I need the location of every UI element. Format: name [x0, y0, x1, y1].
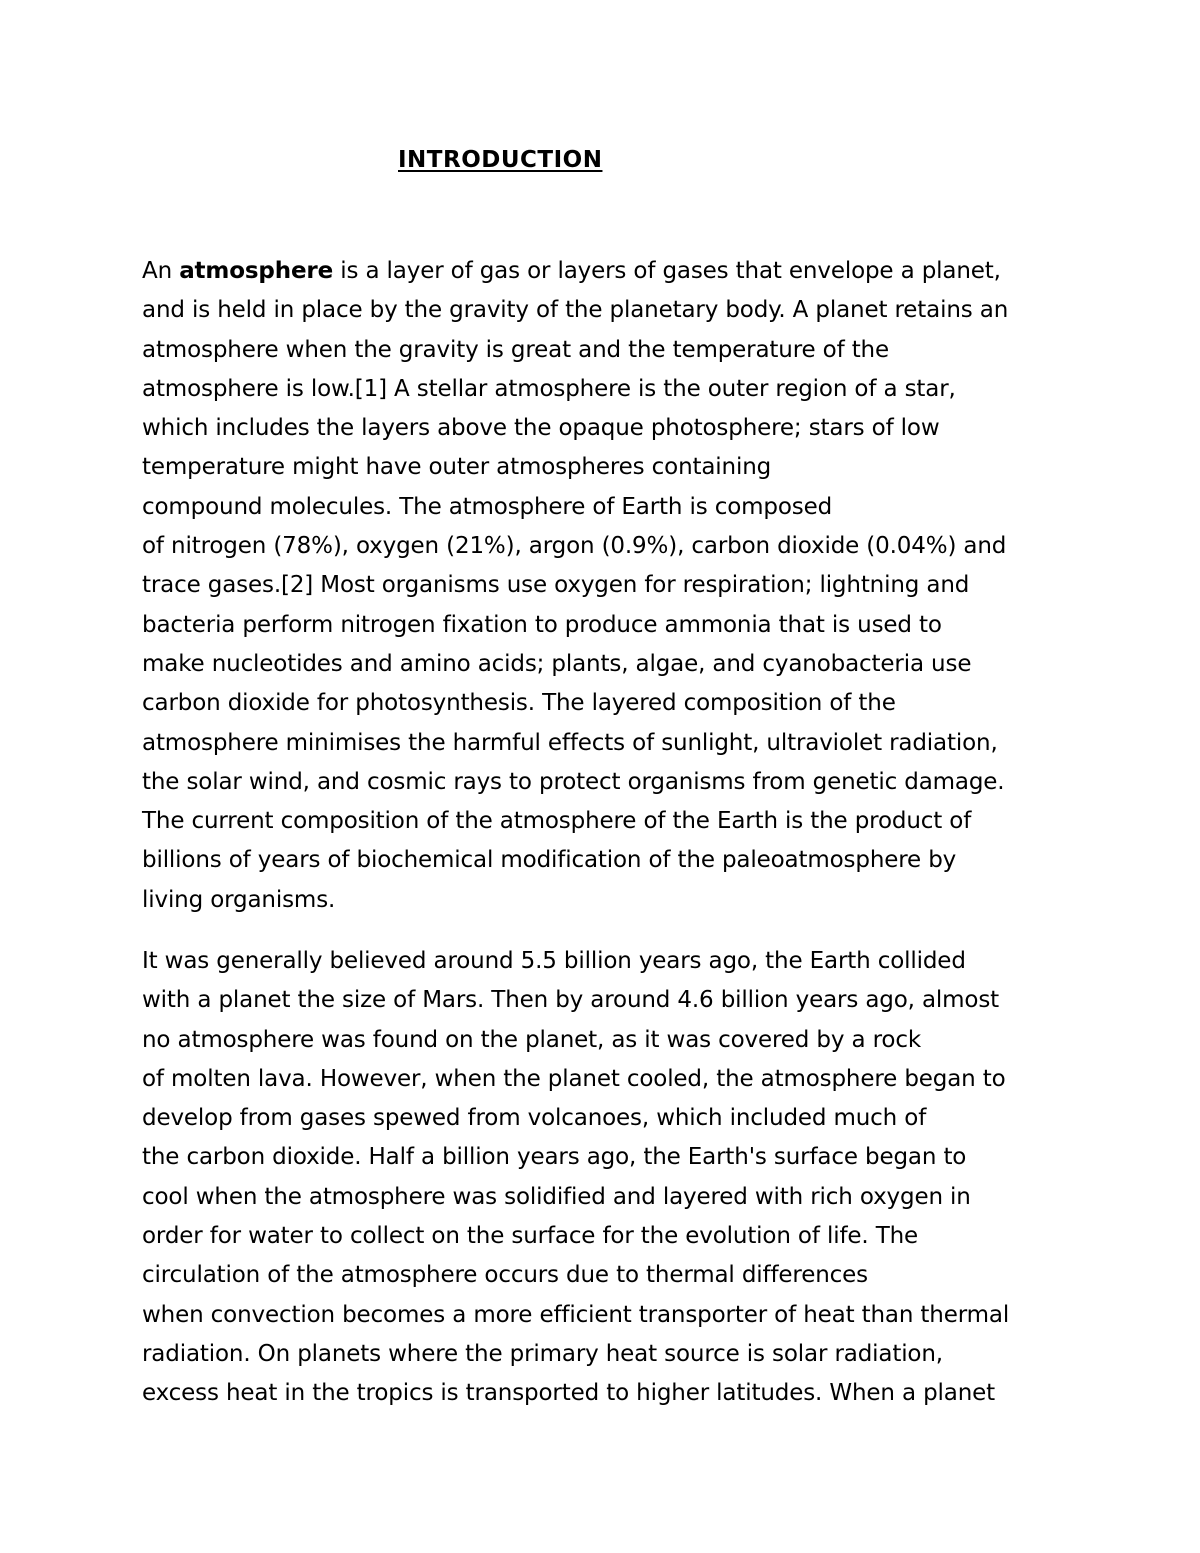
- paragraph-line: atmosphere minimises the harmful effects of sunlight, ultraviolet radiation,: [142, 729, 998, 756]
- text-run: An: [142, 258, 180, 284]
- paragraph-line: which includes the layers above the opaque photosphere; stars of low: [142, 415, 940, 442]
- paragraph-line: the solar wind, and cosmic rays to protect organisms from genetic damage.: [142, 768, 1005, 795]
- page-title: INTRODUCTION: [398, 147, 603, 173]
- paragraph-1: [142, 252, 1142, 920]
- paragraph-line: when convection becomes a more efficient transporter of heat than thermal: [142, 1301, 1010, 1328]
- paragraph-2: [142, 942, 1142, 1414]
- paragraph-line: radiation. On planets where the primary heat source is solar radiation,: [142, 1340, 943, 1367]
- paragraph-line: The current composition of the atmosphere of the Earth is the product of: [142, 808, 972, 835]
- paragraph-line: the carbon dioxide. Half a billion years ago, the Earth's surface began to: [142, 1144, 967, 1171]
- paragraph-line: carbon dioxide for photosynthesis. The layered composition of the: [142, 690, 896, 717]
- paragraph-line: atmosphere when the gravity is great and the temperature of the: [142, 336, 889, 363]
- text-run: is a layer of gas or layers of gases that envelope a planet,: [333, 258, 1001, 284]
- paragraph-line: cool when the atmosphere was solidified and layered with rich oxygen in: [142, 1183, 971, 1210]
- paragraph-line: order for water to collect on the surface for the evolution of life. The: [142, 1223, 919, 1250]
- paragraph-line: temperature might have outer atmospheres containing: [142, 454, 772, 481]
- paragraph-line: no atmosphere was found on the planet, as it was covered by a rock: [142, 1026, 921, 1053]
- paragraph-line: circulation of the atmosphere occurs due to thermal differences: [142, 1262, 868, 1289]
- paragraph-line: compound molecules. The atmosphere of Earth is composed: [142, 493, 833, 520]
- paragraph-line: of molten lava. However, when the planet cooled, the atmosphere began to: [142, 1065, 1006, 1092]
- paragraph-line: bacteria perform nitrogen fixation to produce ammonia that is used to: [142, 611, 942, 638]
- paragraph-line: living organisms.: [142, 886, 336, 913]
- paragraph-line: make nucleotides and amino acids; plants, algae, and cyanobacteria use: [142, 650, 972, 677]
- paragraph-line: trace gases.[2] Most organisms use oxygen for respiration; lightning and: [142, 572, 970, 599]
- bold-term: atmosphere: [179, 258, 334, 284]
- paragraph-line: and is held in place by the gravity of the planetary body. A planet retains an: [142, 297, 1009, 324]
- paragraph-line: excess heat in the tropics is transported to higher latitudes. When a planet: [142, 1380, 995, 1407]
- paragraph-line: billions of years of biochemical modification of the paleoatmosphere by: [142, 847, 957, 874]
- paragraph-line: [142, 252, 1142, 291]
- paragraph-line: develop from gases spewed from volcanoes, which included much of: [142, 1105, 927, 1132]
- paragraph-line: It was generally believed around 5.5 billion years ago, the Earth collided: [142, 948, 966, 974]
- paragraph-line: of nitrogen (78%), oxygen (21%), argon (0.9%), carbon dioxide (0.04%) and: [142, 533, 1007, 560]
- paragraph-line: atmosphere is low.[1] A stellar atmosphere is the outer region of a star,: [142, 375, 956, 402]
- paragraph-line: with a planet the size of Mars. Then by around 4.6 billion years ago, almost: [142, 987, 1000, 1014]
